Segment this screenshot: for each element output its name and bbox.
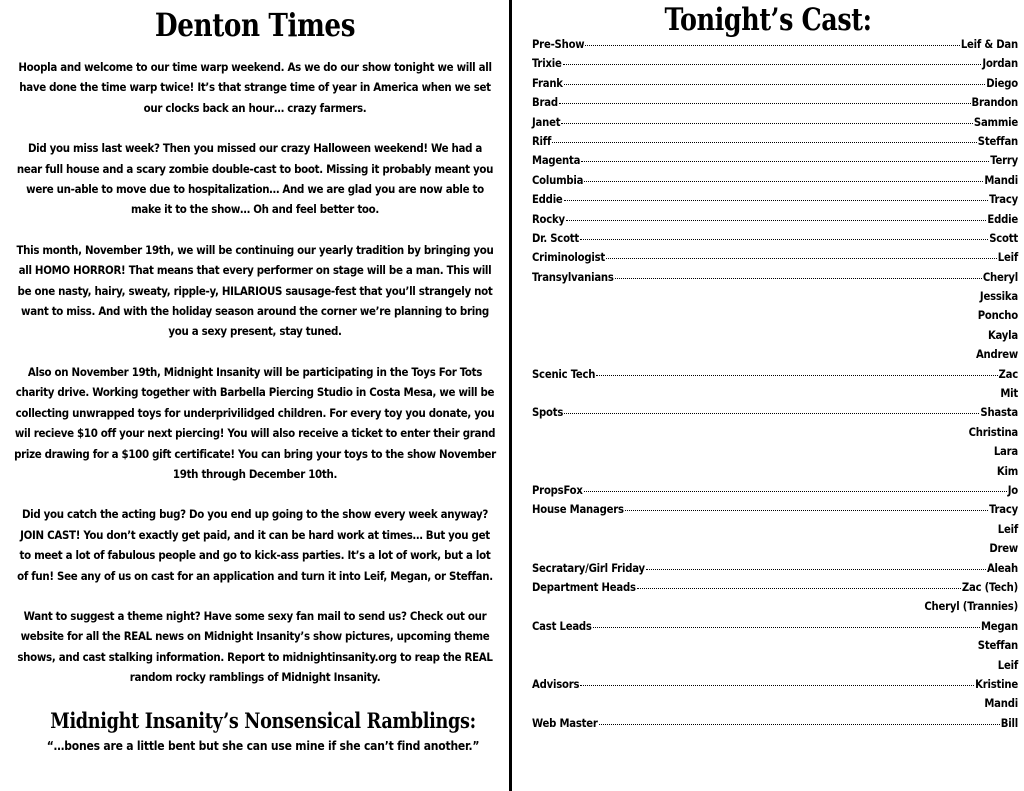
cast-role: Transylvanians [532,270,614,284]
cast-role: Rocky [532,212,565,226]
newsletter-title: Denton Times [154,6,356,44]
dot-leader [637,587,961,589]
dot-leader [580,684,974,686]
dot-leader [615,277,982,279]
cast-entry [532,562,1018,581]
cast-member-name: Jordan [982,57,1018,71]
newsletter-paragraph: Also on November 19th, Midnight Insanity will be participating in the Toys For Tots charity drive. Working together with Barbella Piercing Studio in Costa Mesa, we will be collecting unwrapped toys for underprivilidged children. For every toy you donate, you wil recieve $10 off your next piercing! You will also receive a ticket to enter their grand prize drawing for a $100 gift certificate! You can bring your toys to the show November 19th through December 10th. [14,364,496,481]
cast-role: Frank [532,76,563,90]
cast-member-name: Mit [1000,387,1018,401]
cast-title: Tonight’s Cast: [664,2,872,38]
dot-leader [646,568,986,570]
cast-role: Riff [532,134,552,148]
cast-member-name: Shasta [980,406,1018,420]
dot-leader [584,490,1007,492]
cast-role: Columbia [532,173,584,187]
cast-role: Eddie [532,193,563,207]
dot-leader [585,44,959,46]
cast-member-name: Mandi [984,173,1018,187]
dot-leader [552,141,977,143]
cast-entry [532,38,1018,57]
cast-member-name: Sammie [973,115,1018,129]
newsletter-body [14,57,496,708]
cast-member-name: Zac [998,367,1018,381]
cast-role: Secratary/Girl Friday [532,561,645,575]
cast-member-name: Diego [986,76,1018,90]
cast-entry [532,581,1018,600]
cast-entry [532,368,1018,387]
cast-member-name: Leif [997,522,1018,536]
cast-member-name: Brandon [971,96,1018,110]
cast-role: House Managers [532,503,624,517]
cast-role: Web Master [532,716,598,730]
newsletter-paragraph: Want to suggest a theme night? Have some sexy fan mail to send us? Check out our website for all the REAL news on Midnight Insanity’s show pictures, upcoming theme shows, and cast stalking information. Report to midnightinsanity.org to reap the REAL random rocky ramblings of Midnight Insanity. [17,608,493,685]
cast-entry [532,484,1018,503]
cast-page [512,0,1024,791]
cast-entry [532,154,1018,173]
cast-entry [532,213,1018,232]
newsletter-paragraph: Did you catch the acting bug? Do you end up going to the show every week anyway? JOIN CAST! You don’t exactly get paid, and it can be hard work at times… But you get to meet a lot of fabulous people and go to kick-ass parties. It’s a lot of work, but a lot of fun! See any of us on cast for an application and turn it into Leif, Megan, or Steffan. [17,507,493,583]
cast-member-name: Leif [997,658,1018,672]
dot-leader [564,412,979,414]
ramblings-quote: “…bones are a little bent but she can use mine if she can’t find another.” [46,739,480,753]
cast-member-name: Drew [989,542,1018,556]
cast-member-name: Bill [1000,716,1018,730]
cast-member-name: Tracy [989,503,1018,517]
dot-leader [593,626,980,628]
cast-entry [532,717,1018,736]
cast-member-name: Leif & Dan [960,38,1018,51]
cast-entry [532,77,1018,96]
cast-member-name: Kristine [975,677,1018,691]
cast-member-name: Kim [996,464,1018,478]
cast-entry [532,116,1018,135]
dot-leader [559,102,971,104]
cast-member-name: Aleah [986,561,1018,575]
cast-member-name: Steffan [977,639,1018,653]
cast-list [532,38,1018,736]
dot-leader [606,257,997,259]
cast-member-name: Steffan [977,134,1018,148]
newsletter-paragraph: Hoopla and welcome to our time warp weekend. As we do our show tonight we will all have done the time warp twice! It’s that strange time of year in America when we set our clocks back an hour… crazy farmers. [18,60,492,115]
cast-entry [532,174,1018,193]
dot-leader [566,219,987,221]
ramblings-heading: Midnight Insanity’s Nonsensical Ramblings: [50,708,476,733]
cast-role: Department Heads [532,580,636,594]
dot-leader [563,63,982,65]
cast-member-name: Jo [1007,483,1018,497]
cast-member-name: Cheryl (Trannies) [924,600,1018,614]
dot-leader [580,238,988,240]
cast-member-name: Mandi [984,697,1018,711]
dot-leader [584,180,983,182]
cast-entry [532,620,1018,639]
cast-member-name: Christina [968,425,1018,439]
cast-role: Janet [532,115,561,129]
dot-leader [599,723,1000,725]
cast-member-name: Poncho [977,309,1018,323]
cast-entry [532,251,1018,270]
cast-entry [532,678,1018,697]
cast-role: Magenta [532,154,581,168]
cast-entry [532,57,1018,76]
cast-role: Cast Leads [532,619,592,633]
cast-member-name: Leif [997,251,1018,265]
cast-member-name: Lara [993,445,1018,459]
dot-leader [625,509,988,511]
cast-member-name: Tracy [989,193,1018,207]
cast-role: Advisors [532,677,580,691]
cast-member-name: Scott [989,231,1018,245]
cast-role: PropsFox [532,483,583,497]
newsletter-paragraph: Did you miss last week? Then you missed our crazy Halloween weekend! We had a near full house and a scary zombie double-cast to boot. Missing it probably meant you were un-able to move due to hospitalization… And we are glad you are now able to make it to the show… Oh and feel better too. [16,141,494,217]
dot-leader [561,122,973,124]
cast-member-name: Andrew [975,348,1018,362]
cast-member-name: Eddie [987,212,1018,226]
cast-role: Dr. Scott [532,231,580,245]
cast-member-name: Jessika [979,290,1018,304]
cast-member-name: Terry [990,154,1018,168]
dot-leader [581,160,989,162]
cast-member-name: Zac (Tech) [961,580,1018,594]
cast-entry [532,406,1018,425]
cast-entry [532,135,1018,154]
cast-entry [532,96,1018,115]
dot-leader [596,374,997,376]
cast-entry [532,271,1018,290]
cast-member-name: Megan [980,619,1018,633]
cast-entry [532,232,1018,251]
cast-entry [532,193,1018,212]
cast-role: Spots [532,406,564,420]
newsletter-paragraph: This month, November 19th, we will be continuing our yearly tradition by bringing you all HOMO HORROR! That means that every performer on stage will be a man. This will be one nasty, hairy, sweaty, ripple-y, HILARIOUS sausage-fest that you’ll strangely not want to miss. And with the holiday season around the corner we’re planning to bring you a sexy present, stay tuned. [16,242,494,339]
newsletter-page [0,0,510,791]
cast-role: Brad [532,96,558,110]
cast-role: Trixie [532,57,562,71]
cast-member-name: Cheryl [982,270,1018,284]
dot-leader [564,83,985,85]
cast-entry [532,503,1018,522]
dot-leader [564,199,989,201]
cast-role: Pre-Show [532,38,585,51]
cast-role: Criminologist [532,251,606,265]
cast-role: Scenic Tech [532,367,596,381]
cast-member-name: Kayla [987,328,1018,342]
